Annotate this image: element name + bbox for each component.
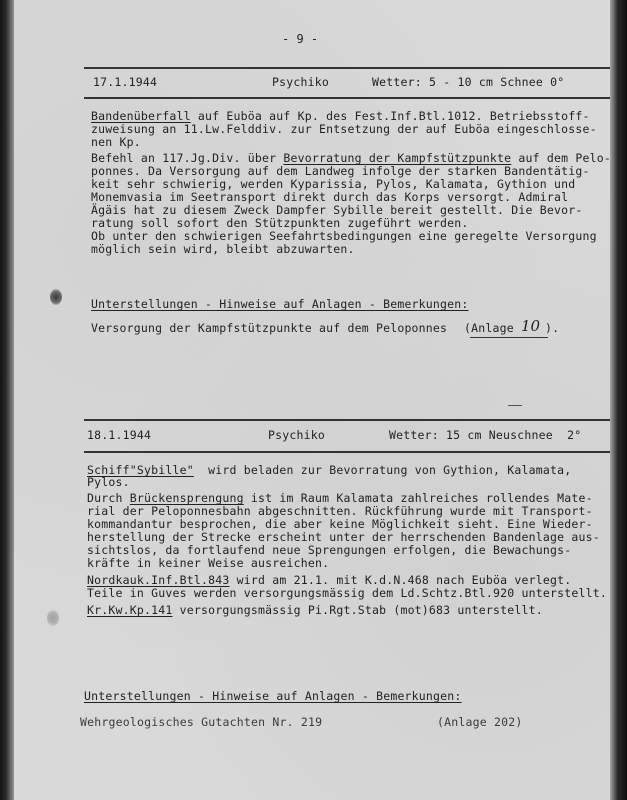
entry2-para2-line1-b: ist im Raum Kalamata zahlreiches rollendes Mate- (243, 491, 593, 505)
entry1-annex-ref: (Anlage (464, 321, 514, 335)
entry2-para2-line3: kommandantur besprochen, die aber keine Möglichkeit sieht. Eine Wieder- (87, 517, 593, 531)
entry1-para2-line3: keit sehr schwierig, werden Kyparissia, Pylos, Kalamata, Gythion und (91, 177, 576, 191)
entry1-annex-number-handwritten: 10 (521, 317, 541, 335)
entry1-para2-line1-b: auf dem Pelo- (511, 151, 612, 165)
entry1-annex-close: ). (545, 321, 560, 335)
entry2-para3-line2: Teile in Guves werden versorgungsmässig dem Ld.Schtz.Btl.920 unterstellt. (87, 586, 608, 600)
entry1-para2-line8: möglich sein wird, bleibt abzuwarten. (91, 242, 355, 256)
entry1-place: Psychiko (272, 75, 329, 89)
entry2-para1-underlined: Schiff"Sybille" (87, 463, 194, 477)
entry1-para2-line1 (91, 152, 611, 164)
entry2-para2-line2: rial der Peloponnesbahn abgeschnitten. Rückführung wurde mit Transport- (87, 504, 593, 518)
entry2-para1-line2: Pylos. (87, 475, 130, 489)
entry1-para1-line1 (91, 110, 590, 122)
entry2-para4-underlined: Kr.Kw.Kp.141 (87, 603, 173, 617)
entry2-para2-line4: herstellung der Strecke erscheint unter der herrschenden Bandenlage aus- (87, 530, 600, 544)
punch-hole-2 (47, 610, 59, 626)
header-rule-bottom (84, 97, 610, 99)
entry1-date: 17.1.1944 (93, 75, 158, 89)
entry2-para1-line1-rest: wird beladen zur Bevorratung von Gythion, Kalamata, (193, 463, 572, 477)
entry2-para3-line1 (87, 574, 571, 586)
entry1-para2-line6: ratung soll sofort den Stützpunkten zugeführt werden. (91, 216, 469, 230)
entry1-annex-text: Versorgung der Kampfstützpunkte auf dem Peloponnes (91, 321, 448, 335)
entry2-para4-line1-rest: versorgungsmässig Pi.Rgt.Stab (mot)683 unterstellt. (172, 603, 543, 617)
header2-rule-bottom (84, 451, 610, 453)
scan-edge-shadow (611, 0, 627, 800)
header-rule-top (84, 67, 610, 69)
entry2-weather: Wetter: 15 cm Neuschnee 2° (389, 428, 582, 442)
entry1-para2-line1-a: Befehl an 117.Jg.Div. über (91, 151, 284, 165)
entry2-para2-underlined: Brückensprengung (129, 491, 244, 505)
entry2-para2-line1 (87, 492, 593, 504)
entry1-para1-underlined: Bandenüberfall (91, 109, 191, 123)
entry1-weather: Wetter: 5 - 10 cm Schnee 0° (372, 75, 565, 89)
header2-rule-top (84, 419, 610, 421)
entry2-place: Psychiko (268, 428, 325, 442)
entry1-para2-line5: Ägäis hat zu diesem Zweck Dampfer Sybille bereit gestellt. Die Bevor- (91, 203, 583, 217)
entry2-para1-line1 (87, 464, 571, 476)
page-number: - 9 - (282, 32, 319, 46)
entry1-para1-line1-rest: auf Euböa auf Kp. des Fest.Inf.Btl.1012. Betriebsstoff- (190, 109, 590, 123)
entry2-annex-ref: (Anlage 202) (437, 715, 523, 729)
entry1-para2-line7: Ob unter den schwierigen Seefahrtsbedingungen eine geregelte Versorgung (91, 229, 597, 243)
entry2-annex-text: Wehrgeologisches Gutachten Nr. 219 (80, 715, 323, 729)
entry2-para3-underlined: Nordkauk.Inf.Btl.843 (87, 573, 230, 587)
entry2-date: 18.1.1944 (87, 428, 152, 442)
entry1-para1-line3: nen Kp. (91, 135, 141, 149)
entry2-para4-line1 (87, 604, 543, 616)
entry2-para2-line5: sichtslos, da fortlaufend neue Sprengungen erfolgen, die Bewachungs- (87, 543, 572, 557)
entry2-para2-line1-a: Durch (87, 491, 130, 505)
entry1-para1-line2: zuweisung an 11.Lw.Felddiv. zur Entsetzung der auf Euböa eingeschlosse- (91, 122, 597, 136)
entry1-para2-line4: Monemvasia im Seetransport direkt durch das Korps versorgt. Admiral (91, 190, 569, 204)
entry2-para3-line1-rest: wird am 21.1. mit K.d.N.468 nach Euböa verlegt. (229, 573, 572, 587)
punch-hole-1 (50, 289, 62, 305)
entry1-annex-heading: Unterstellungen - Hinweise auf Anlagen - Bemerkungen: (91, 297, 469, 311)
entry1-para2-underlined: Bevorratung der Kampfstützpunkte (283, 151, 512, 165)
entry1-para2-line2: ponnes. Da Versorgung auf dem Landweg infolge der starken Bandentätig- (91, 164, 590, 178)
entry2-annex-heading: Unterstellungen - Hinweise auf Anlagen - Bemerkungen: (84, 689, 462, 703)
pencil-mark (508, 405, 522, 406)
entry1-annex-underline (470, 337, 548, 338)
entry2-para2-line6: kräfte in keiner Weise ausreichen. (87, 556, 330, 570)
